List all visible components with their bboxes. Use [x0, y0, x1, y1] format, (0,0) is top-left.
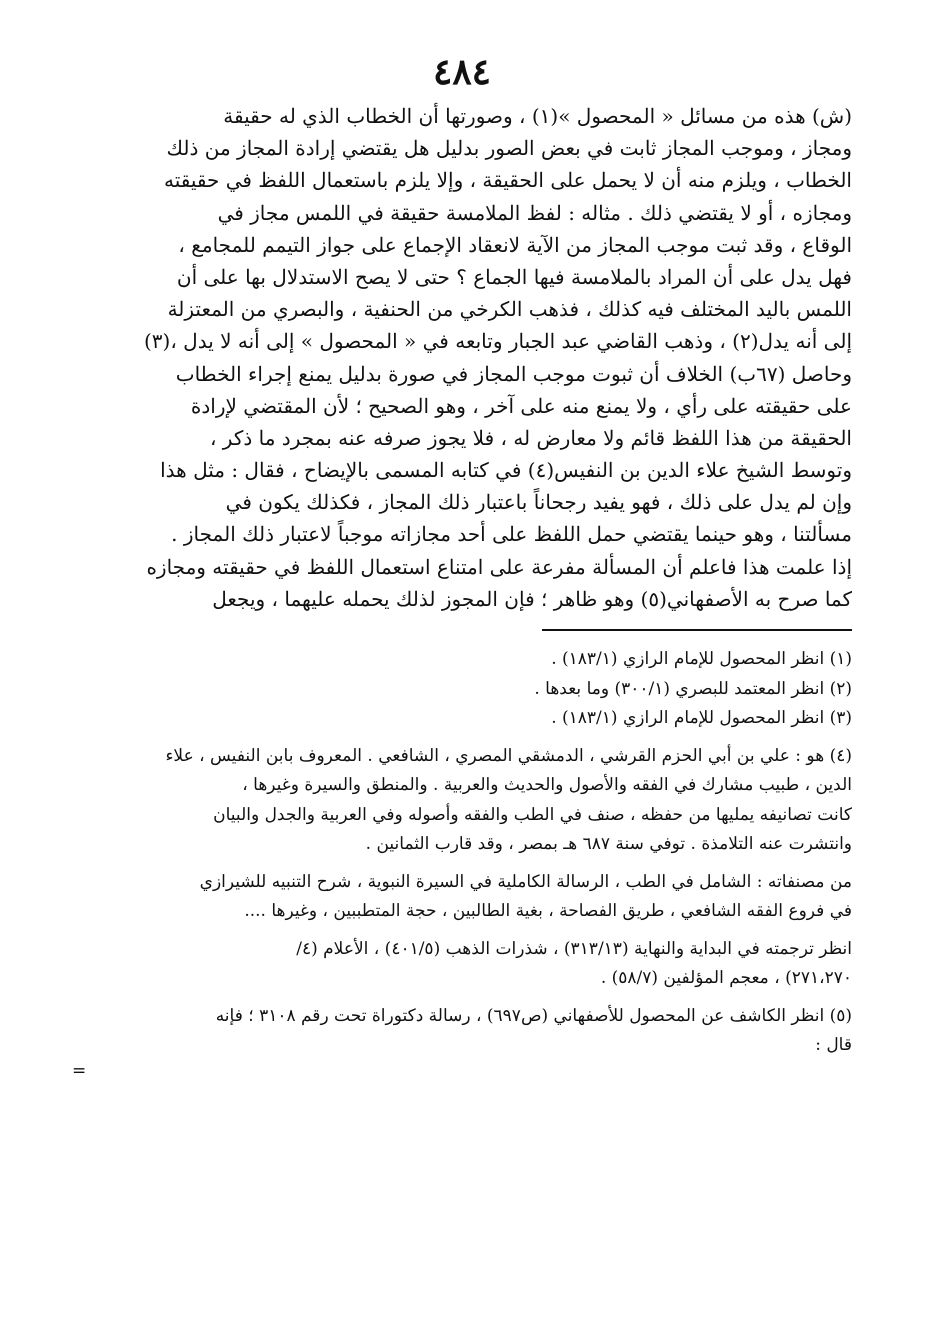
- footnote-1: (١) انظر المحصول للإمام الرازي (١٨٣/١) .: [551, 649, 852, 669]
- footnote-5-line: قال :: [815, 1035, 852, 1055]
- text-line: وتوسط الشيخ علاء الدين بن النفيس(٤) في كتابه المسمى بالإيضاح ، فقال : مثل هذا: [160, 458, 852, 483]
- text-line: وإن لم يدل على ذلك ، فهو يفيد رجحاناً باعتبار ذلك المجاز ، فكذلك يكون في: [225, 490, 852, 515]
- document-page: [72, 50, 852, 1081]
- page-number: ٤٨٤: [432, 51, 491, 93]
- footnote-4-line: (٤) هو : علي بن أبي الحزم القرشي ، الدمشقي المصري ، الشافعي . المعروف بابن النفيس ، علاء: [165, 745, 852, 766]
- footnote-2: (٢) انظر المعتمد للبصري (٣٠٠/١) وما بعدها .: [534, 678, 852, 699]
- main-text: [72, 100, 852, 615]
- footnote-3: (٣) انظر المحصول للإمام الرازي (١٨٣/١) .: [551, 708, 852, 728]
- text-line: وحاصل (٦٧ب) الخلاف أن ثبوت موجب المجاز في صورة بدليل يمنع إجراء الخطاب: [175, 361, 852, 386]
- text-line: على حقيقته على رأي ، ولا يمنع منه على آخر ، وهو الصحيح ؛ لأن المقتضي لإرادة: [190, 393, 852, 418]
- footnote-4-line: وانتشرت عنه التلامذة . توفي سنة ٦٨٧ هـ بمصر ، وقد قارب الثمانين .: [365, 834, 852, 854]
- footnote-4-line: كانت تصانيفه يمليها من حفظه ، صنف في الطب والفقه وأصوله وفي العربية والجدل والبيان: [213, 804, 852, 825]
- footnotes: [72, 645, 852, 1081]
- text-line: اللمس باليد المختلف فيه كذلك ، فذهب الكرخي من الحنفية ، والبصري من المعتزلة: [167, 297, 852, 322]
- footnote-4-works-line: في فروع الفقه الشافعي ، طريق الفصاحة ، بغية الطالبين ، حجة المتطببين ، وغيرها ....: [244, 901, 852, 921]
- footnote-4-line: الدين ، طبيب مشارك في الفقه والأصول والحديث والعربية . والمنطق والسيرة وغيرها ،: [242, 775, 852, 795]
- text-line: ومجازه ، أو لا يقتضي ذلك . مثاله : لفظ الملامسة حقيقة في اللمس مجاز في: [217, 200, 852, 225]
- text-line: كما صرح به الأصفهاني(٥) وهو ظاهر ؛ فإن المجوز لذلك يحمله عليهما ، ويجعل: [212, 586, 852, 611]
- text-line: (ش) هذه من مسائل « المحصول »(١) ، وصورتها أن الخطاب الذي له حقيقة: [223, 104, 852, 128]
- footnote-4-sources-line: ٢٧١،٢٧٠) ، معجم المؤلفين (٥٨/٧) .: [600, 968, 852, 988]
- text-line: إلى أنه يدل(٢) ، وذهب القاضي عبد الجبار وتابعه في « المحصول » إلى أنه لا يدل ،(٣): [143, 329, 852, 354]
- text-line: إذا علمت هذا فاعلم أن المسألة مفرعة على امتناع استعمال اللفظ في حقيقته ومجازه: [146, 554, 852, 579]
- text-line: الحقيقة من هذا اللفظ قائم ولا معارض له ، فلا يجوز صرفه عنه بمجرد ما ذكر ،: [209, 425, 852, 450]
- text-line: ومجاز ، وموجب المجاز ثابت في بعض الصور بدليل هل يقتضي إرادة المجاز من ذلك: [166, 136, 852, 161]
- footnote-4-works-line: من مصنفاته : الشامل في الطب ، الرسالة الكاملية في السيرة النبوية ، شرح التنبيه للشيرازي: [199, 871, 852, 892]
- footnote-5-line: (٥) انظر الكاشف عن المحصول للأصفهاني (ص٦٩٧) ، رسالة دكتوراة تحت رقم ٣١٠٨ ؛ فإنه: [215, 1005, 852, 1026]
- continuation-mark: =: [72, 1060, 87, 1081]
- text-line: الخطاب ، ويلزم منه أن لا يحمل على الحقيقة ، وإلا يلزم باستعمال اللفظ في حقيقته: [163, 168, 852, 193]
- footnote-separator: [542, 629, 852, 631]
- footnote-4-sources-line: انظر ترجمته في البداية والنهاية (٣١٣/١٣) ، شذرات الذهب (٤٠١/٥) ، الأعلام (٤/: [296, 938, 852, 959]
- text-line: الوقاع ، وقد ثبت موجب المجاز من الآية لانعقاد الإجماع على جواز التيمم للمجامع ،: [178, 232, 852, 257]
- text-line: مسألتنا ، وهو حينما يقتضي حمل اللفظ على أحد مجازاته موجباً لاعتبار ذلك المجاز .: [171, 522, 852, 547]
- text-line: فهل يدل على أن المراد بالملامسة فيها الجماع ؟ حتى لا يصح الاستدلال بها على أن: [176, 264, 852, 289]
